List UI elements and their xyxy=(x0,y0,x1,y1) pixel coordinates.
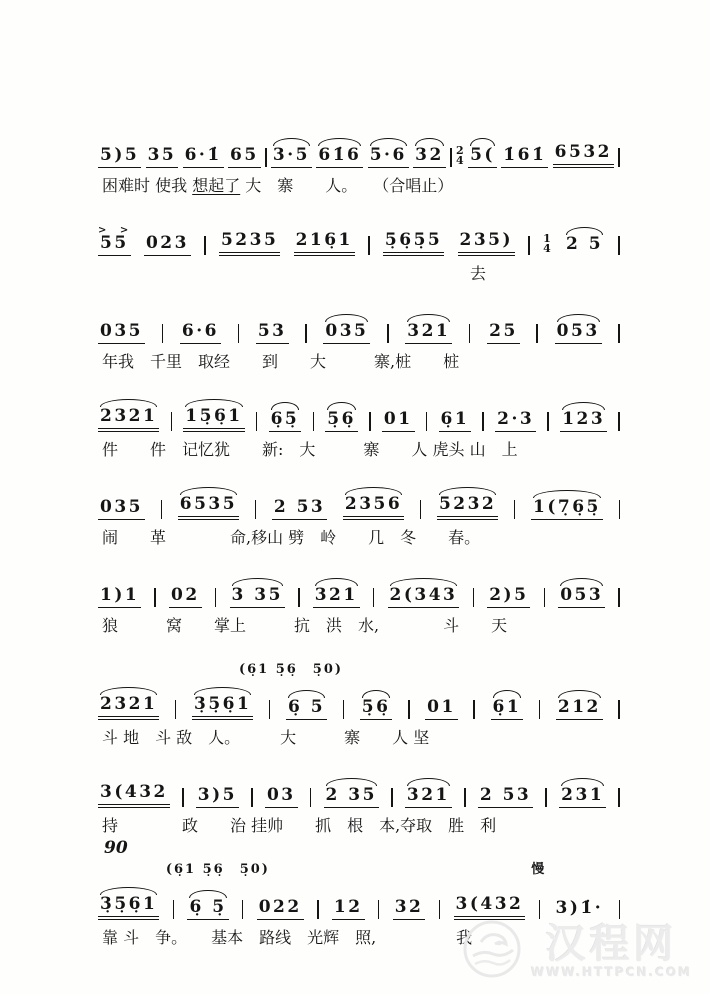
barline xyxy=(618,588,620,607)
barline xyxy=(265,148,267,167)
note-group: 2 35 xyxy=(324,787,379,808)
note-group: 3 35 xyxy=(230,587,285,608)
line-annotation-band xyxy=(98,856,620,880)
note-group: 6̣1 xyxy=(491,699,524,720)
lyrics-row: 年我 千里 取经 到 大 寨,桩 桩 xyxy=(102,352,460,371)
fill-in-annotation: (6̣1 5̣6̣ 5̣0) xyxy=(165,862,270,877)
note-group: 321 xyxy=(405,787,452,808)
note-group: 2356 xyxy=(343,496,404,520)
note-group: 53 xyxy=(256,323,289,344)
barline xyxy=(242,900,244,919)
barline xyxy=(618,700,620,719)
score-line-3 xyxy=(98,304,620,371)
barline xyxy=(204,236,206,255)
barline xyxy=(618,412,620,431)
notation-row xyxy=(98,680,620,720)
barline xyxy=(154,588,156,607)
note-group: 5·6 xyxy=(368,147,409,168)
note-group: 32 xyxy=(393,899,426,920)
note-group: 6̣ 5̣ xyxy=(187,899,228,920)
note-group: 5235 xyxy=(219,232,280,256)
note-group: 2(343 xyxy=(388,587,460,608)
barline xyxy=(426,412,428,431)
barline xyxy=(313,412,315,431)
note-group: 2 53 xyxy=(272,499,327,520)
time-signature: 2 4 xyxy=(456,144,464,167)
lyrics-row: 去 xyxy=(102,264,487,283)
barline xyxy=(269,700,271,719)
note-group: 1(7̣6̣5̣ xyxy=(531,499,603,520)
note-group: 65 xyxy=(228,147,261,168)
score-line-7 xyxy=(98,656,620,747)
lyrics-row: 斗 地 斗 敌 人。 大 寨 人 坚 xyxy=(102,728,430,747)
barline xyxy=(298,588,300,607)
note-group: 212 xyxy=(556,699,603,720)
barline xyxy=(387,324,389,343)
note-group: 12 xyxy=(332,899,365,920)
barline xyxy=(618,788,620,807)
note-group: 6535 xyxy=(178,496,239,520)
note-group: 25 xyxy=(487,323,520,344)
barline xyxy=(175,700,177,719)
note-group: 035 xyxy=(98,499,145,520)
fill-in-annotation: (6̣1 5̣6̣ 5̣0) xyxy=(238,662,344,677)
watermark-site-url: WWW.HTTPCN.COM xyxy=(530,965,692,979)
note-group: 2)5 xyxy=(487,587,530,608)
note-group: 6·1̇ xyxy=(183,147,224,168)
barline xyxy=(439,900,441,919)
watermark-text xyxy=(530,920,692,979)
watermark xyxy=(461,918,692,984)
note-group: 5232 xyxy=(437,496,498,520)
barline xyxy=(343,700,345,719)
note-group: 2 5 xyxy=(566,234,604,254)
barline xyxy=(173,900,175,919)
barline xyxy=(408,700,410,719)
note-group: 61̇6 xyxy=(316,147,363,168)
note-group: 03 xyxy=(265,787,298,808)
barline xyxy=(420,500,422,519)
note-group: 035 xyxy=(98,323,145,344)
barline xyxy=(368,236,370,255)
note-group: 235) xyxy=(458,232,516,256)
barline xyxy=(464,788,466,807)
lyrics-row: 持 政 治 挂帅 抓 根 本,夺取 胜 利 xyxy=(102,816,497,835)
barline xyxy=(251,788,253,807)
note-group: 6̣1 xyxy=(439,411,472,432)
note-group: 231 xyxy=(559,787,606,808)
watermark-site-name: 汉程网 xyxy=(545,920,678,967)
notation-row xyxy=(98,880,620,920)
note-group: 1̇61̇ xyxy=(501,147,548,168)
barline xyxy=(305,324,307,343)
barline xyxy=(238,324,240,343)
barline xyxy=(255,500,257,519)
barline xyxy=(539,700,541,719)
lyrics-row: 件 件 记忆犹 新: 大 寨 人 虎头 山 上 xyxy=(102,440,518,459)
note-group: 2321 xyxy=(98,696,159,720)
barline xyxy=(373,588,375,607)
notation-row xyxy=(98,392,620,432)
barline xyxy=(528,236,530,255)
note-group: 15̣6̣1 xyxy=(183,408,244,432)
note-group: 5( xyxy=(468,147,497,168)
dragon-seal-logo-icon xyxy=(461,918,523,984)
notation-row xyxy=(98,568,620,608)
note-group: 6̣5̣ xyxy=(269,411,302,432)
notation-row xyxy=(98,480,620,520)
score-line-4 xyxy=(98,392,620,459)
note-group: 123 xyxy=(560,411,607,432)
note-group: 1)1 xyxy=(98,587,141,608)
note-group: 3(432 xyxy=(98,784,170,808)
note-group: 216̣1 xyxy=(294,232,355,256)
page-number: 90 xyxy=(104,838,128,858)
score-line-6 xyxy=(98,568,620,635)
lyrics-row: 狼 窝 掌上 抗 洪 水, 斗 天 xyxy=(102,616,508,635)
note-group: 035 xyxy=(323,323,370,344)
note-group: 6̣ 5 xyxy=(286,699,327,720)
note-group: 01 xyxy=(425,699,458,720)
barline xyxy=(619,500,621,519)
lyrics-row: 闹 革 命,移山 劈 岭 几 冬 春。 xyxy=(102,528,481,547)
note-group: 3·5 xyxy=(271,147,312,168)
barline xyxy=(310,788,312,807)
barline xyxy=(391,788,393,807)
note-group: 023 xyxy=(144,235,191,256)
note-group: 5̣6̣ xyxy=(325,411,358,432)
line-annotation-band xyxy=(98,656,620,680)
note-group: 55 > > xyxy=(98,235,131,256)
note-group: 053 xyxy=(558,587,605,608)
score-line-1 xyxy=(98,128,620,195)
barline xyxy=(469,324,471,343)
tempo-marking: 慢 xyxy=(531,862,547,877)
barline xyxy=(619,900,621,919)
barline xyxy=(536,324,538,343)
barline xyxy=(378,900,380,919)
note-group: 5̣6̣5̣5 xyxy=(383,232,444,256)
barline xyxy=(545,788,547,807)
score xyxy=(98,128,620,968)
barline xyxy=(482,412,484,431)
note-group: 6532 xyxy=(553,144,614,168)
barline xyxy=(182,788,184,807)
score-line-2 xyxy=(98,216,620,283)
note-group: 3̣5̣6̣1 xyxy=(98,896,159,920)
barline xyxy=(256,412,258,431)
time-signature: 1 4 xyxy=(543,232,551,255)
note-group: 5̣6̣ xyxy=(360,699,393,720)
barline xyxy=(369,412,371,431)
barline xyxy=(618,324,620,343)
barline xyxy=(618,148,620,167)
barline xyxy=(514,500,516,519)
note-group: 6·6 xyxy=(180,323,221,344)
barline xyxy=(317,900,319,919)
note-group: 5)5 xyxy=(98,147,141,168)
barline xyxy=(539,900,541,919)
note-group: 3)5 xyxy=(196,787,239,808)
barline xyxy=(161,500,163,519)
barline xyxy=(473,588,475,607)
barline xyxy=(450,148,452,167)
barline xyxy=(162,324,164,343)
note-group: 053 xyxy=(555,323,602,344)
note-group: 3̣5̣6̣1 xyxy=(192,696,253,720)
score-line-5 xyxy=(98,480,620,547)
note-group: 2321 xyxy=(98,408,159,432)
barline xyxy=(547,412,549,431)
note-group: 01 xyxy=(382,411,415,432)
notation-row xyxy=(98,128,620,168)
note-group: 321 xyxy=(405,323,452,344)
barline xyxy=(618,236,620,255)
notation-row xyxy=(98,304,620,344)
notation-row xyxy=(98,216,620,256)
barline xyxy=(473,700,475,719)
barline xyxy=(544,588,546,607)
note-group: 321 xyxy=(313,587,360,608)
note-group: 022 xyxy=(257,899,304,920)
note-group: 02 xyxy=(169,587,202,608)
lyrics-row: 靠 斗 争。 基本 路线 光辉 照, 我 xyxy=(102,928,473,947)
notation-row xyxy=(98,768,620,808)
lyrics-row: 困难时 使我 想起了 大 寨 人。 （合唱止） xyxy=(102,176,454,195)
score-line-8 xyxy=(98,768,620,835)
barline xyxy=(215,588,217,607)
note-group: 3)1̇· xyxy=(555,898,604,918)
barline xyxy=(171,412,173,431)
note-group: 35 xyxy=(146,147,179,168)
accent-marks: > > xyxy=(98,225,134,236)
note-group: 2 53 xyxy=(478,787,533,808)
note-group: 32 xyxy=(413,147,446,168)
note-group: 2·3 xyxy=(495,411,536,432)
note-group: 3(432 xyxy=(454,896,526,920)
